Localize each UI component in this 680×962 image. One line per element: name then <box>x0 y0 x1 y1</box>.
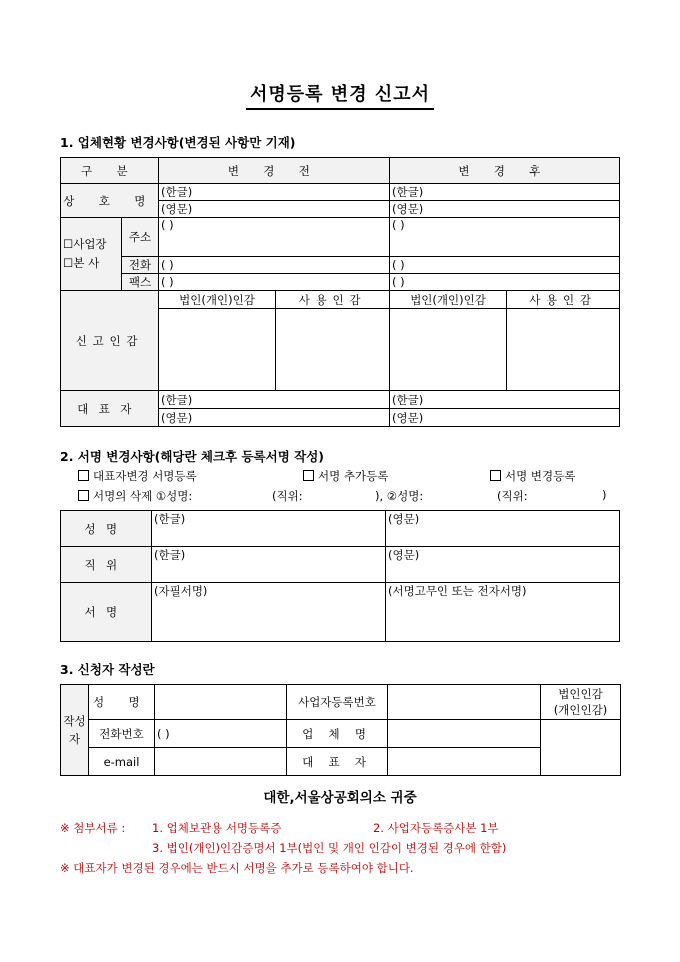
delete-position-1: (직위: <box>272 489 303 503</box>
checkbox-icon[interactable] <box>78 470 89 481</box>
phone-label: 전화 <box>122 257 159 274</box>
company-label: 업 체 명 <box>287 720 388 748</box>
form-title: 서명등록 변경 신고서 <box>0 80 680 106</box>
phone-after[interactable]: ( ) <box>390 257 620 274</box>
fax-before[interactable]: ( ) <box>159 274 390 291</box>
sig-name-korean[interactable]: (한글) <box>152 511 386 547</box>
applicant-name-label: 성 명 <box>89 685 155 720</box>
option-delete-signature[interactable]: 서명의 삭제 ①성명: <box>78 488 192 504</box>
sig-name-label: 성명 <box>61 511 152 547</box>
applicant-phone-value[interactable]: ( ) <box>155 720 287 748</box>
corp-seal-before-label: 법인(개인)인감 <box>159 291 276 309</box>
option-rep-change[interactable]: 대표자변경 서명등록 <box>78 468 197 484</box>
option-change-signature[interactable]: 서명 변경등록 <box>490 468 575 484</box>
representative-label: 대표자 <box>61 391 159 427</box>
sig-position-label: 직위 <box>61 547 152 583</box>
section1-heading: 1. 업체현황 변경사항(변경된 사항만 기재) <box>60 135 296 150</box>
location-type-label <box>61 218 122 291</box>
organization-name: 대한,서울상공회의소 귀중 <box>263 790 417 806</box>
rep-value[interactable] <box>388 748 541 776</box>
checkbox-icon[interactable] <box>303 470 314 481</box>
use-seal-after-box[interactable] <box>507 309 620 391</box>
address-label: 주소 <box>122 218 159 257</box>
section2-heading: 2. 서명 변경사항(해당란 체크후 등록서명 작성) <box>60 449 324 464</box>
corp-seal-before-box[interactable] <box>159 309 276 391</box>
delete-position-2: (직위: <box>497 489 528 503</box>
fax-after[interactable]: ( ) <box>390 274 620 291</box>
handwritten-signature-box[interactable]: (자필서명) <box>152 583 386 642</box>
delete-name-2: ), ②성명: <box>375 489 424 503</box>
applicant-email-value[interactable] <box>155 748 287 776</box>
seal-header: 법인인감 (개인인감) <box>541 685 621 720</box>
sig-name-english[interactable]: (영문) <box>386 511 620 547</box>
address-before[interactable]: ( ) <box>159 218 390 257</box>
fax-label: 팩스 <box>122 274 159 291</box>
section3-heading: 3. 신청자 작성란 <box>60 662 155 677</box>
phone-before[interactable]: ( ) <box>159 257 390 274</box>
rep-change-note: ※ 대표자가 변경된 경우에는 반드시 서명을 추가로 등록하여야 합니다. <box>60 861 414 875</box>
sig-signature-label: 서명 <box>61 583 152 642</box>
col-after: 변 경 후 <box>390 158 620 184</box>
biz-no-value[interactable] <box>388 685 541 720</box>
rep-english-before[interactable]: (영문) <box>159 409 390 427</box>
rep-korean-after[interactable]: (한글) <box>390 391 620 409</box>
seal-label: 신고인감 <box>61 291 159 391</box>
seal-box[interactable] <box>541 720 621 776</box>
head-office-check[interactable]: ☐본 사 <box>63 256 100 270</box>
biz-no-label: 사업자등록번호 <box>287 685 388 720</box>
use-seal-before-label: 사용인감 <box>276 291 390 309</box>
writer-label: 작성자 <box>61 685 89 776</box>
corp-seal-after-label: 법인(개인)인감 <box>390 291 507 309</box>
delete-close-paren: ) <box>602 488 607 502</box>
address-after[interactable]: ( ) <box>390 218 620 257</box>
company-change-table <box>60 157 620 427</box>
rep-korean-before[interactable]: (한글) <box>159 391 390 409</box>
checkbox-icon[interactable] <box>78 490 89 501</box>
company-value[interactable] <box>388 720 541 748</box>
col-before: 변 경 전 <box>159 158 390 184</box>
attach-label: ※ 첨부서류 : <box>60 821 126 835</box>
applicant-email-label: e-mail <box>89 748 155 776</box>
business-place-check[interactable]: ☐사업장 <box>63 237 107 251</box>
signature-table <box>60 510 620 642</box>
company-name-english-before[interactable]: (영문) <box>159 201 390 218</box>
company-name-english-after[interactable]: (영문) <box>390 201 620 218</box>
corp-seal-after-box[interactable] <box>390 309 507 391</box>
rep-english-after[interactable]: (영문) <box>390 409 620 427</box>
option-add-signature[interactable]: 서명 추가등록 <box>303 468 388 484</box>
applicant-table <box>60 684 621 776</box>
sig-position-korean[interactable]: (한글) <box>152 547 386 583</box>
applicant-name-value[interactable] <box>155 685 287 720</box>
checkbox-icon[interactable] <box>490 470 501 481</box>
electronic-signature-box[interactable]: (서명고무인 또는 전자서명) <box>386 583 620 642</box>
attach-item-3: 3. 법인(개인)인감증명서 1부(법인 및 개인 인감이 변경된 경우에 한함) <box>152 841 507 855</box>
applicant-phone-label: 전화번호 <box>89 720 155 748</box>
attach-item-1: 1. 업체보관용 서명등록증 <box>152 821 282 835</box>
attach-item-2: 2. 사업자등록증사본 1부 <box>373 821 499 835</box>
col-category: 구 분 <box>61 158 159 184</box>
company-name-korean-after[interactable]: (한글) <box>390 184 620 201</box>
rep-label: 대 표 자 <box>287 748 388 776</box>
sig-position-english[interactable]: (영문) <box>386 547 620 583</box>
use-seal-after-label: 사용인감 <box>507 291 620 309</box>
company-name-korean-before[interactable]: (한글) <box>159 184 390 201</box>
company-name-label: 상 호 명 <box>61 184 159 218</box>
use-seal-before-box[interactable] <box>276 309 390 391</box>
